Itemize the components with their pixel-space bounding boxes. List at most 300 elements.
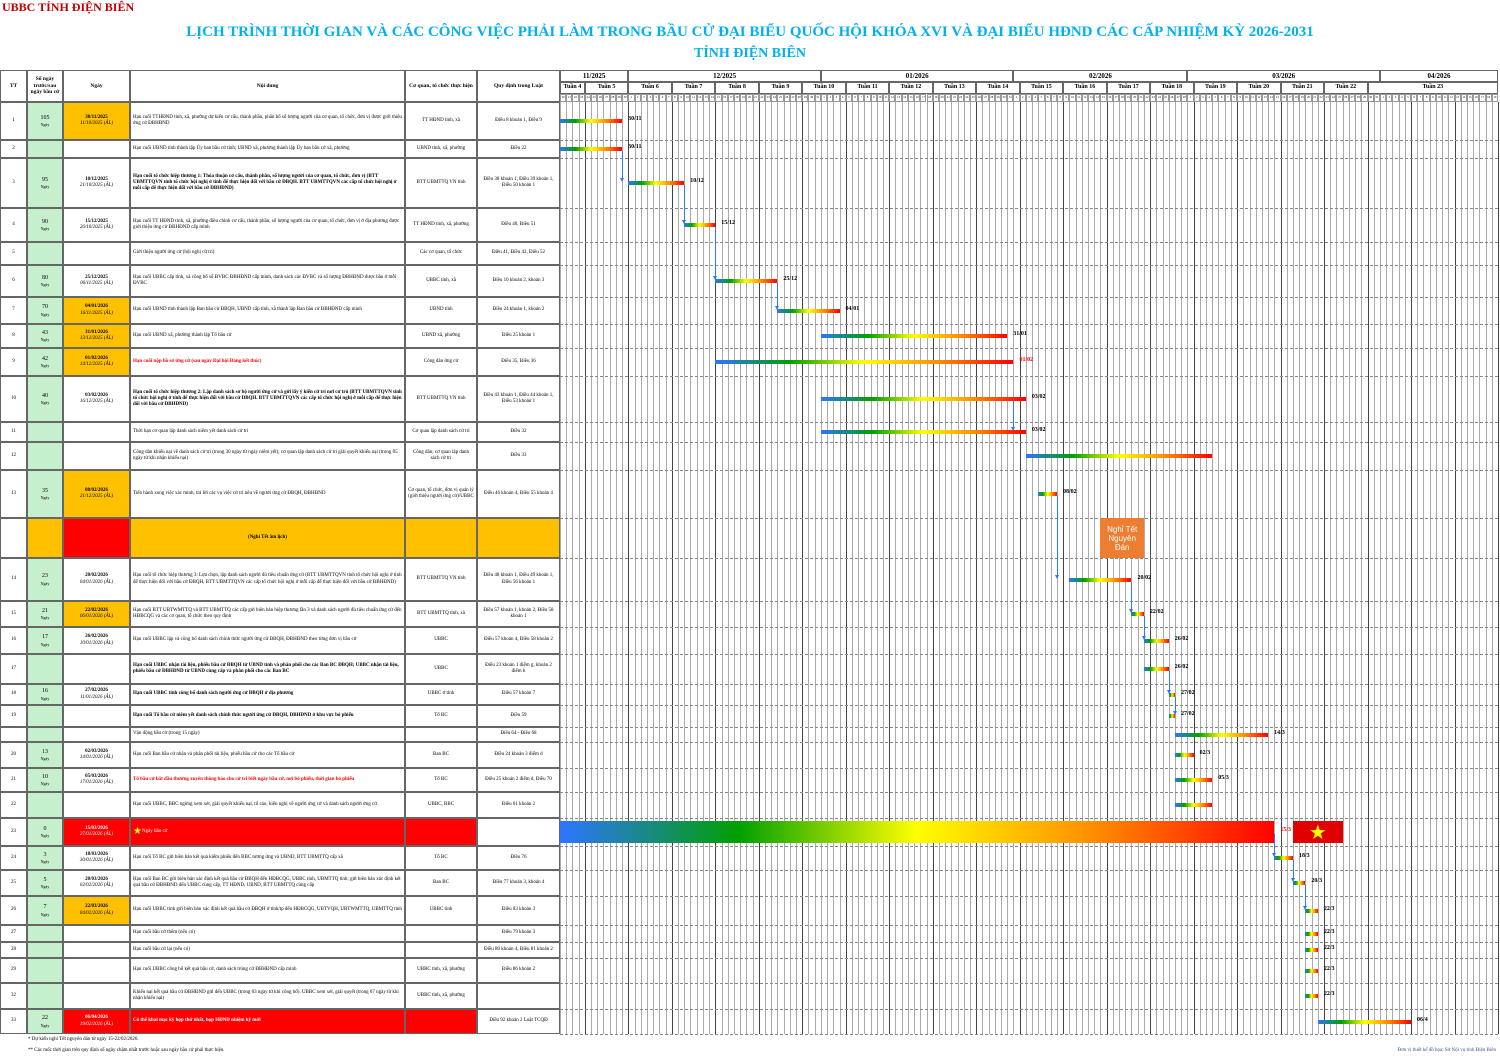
row-agency: UBBC	[405, 654, 477, 684]
day-number: 19	[1299, 94, 1305, 102]
days-unit: Ngày	[40, 884, 50, 890]
day-number: 1	[1013, 94, 1019, 102]
row-days	[27, 376, 63, 422]
day-number: 11	[690, 94, 696, 102]
header-date: Ngày	[63, 70, 130, 102]
day-number: 20	[939, 94, 945, 102]
day-number: 11	[1442, 94, 1448, 102]
footnote-1: * Dự kiến nghỉ Tết nguyên đán từ ngày 15-22/02/2026.	[28, 1037, 139, 1042]
row-law: Điều 92 khoản 2 Luật TCQĐ	[477, 1009, 560, 1034]
bar-date-label: 18/3	[1299, 853, 1310, 859]
day-number: 4	[1032, 94, 1038, 102]
days-unit: Ngày	[40, 122, 50, 128]
content-text: Hạn cuối Ban BC gửi biên bản xác định kết quả bầu cử ĐBQH đến HĐBCQG, UBBC tỉnh, UBMTTQ tỉnh; gửi biên bản xác định kết quả bầu cử ĐBHĐND đến UBBC cùng cấp, TT HĐND, UBND, BTT UBMTTQ cùng cấp	[133, 876, 401, 888]
row-days	[27, 324, 63, 348]
row-divider	[560, 705, 1498, 706]
row-divider	[560, 768, 1498, 769]
arrow-down-icon	[1144, 616, 1145, 637]
week-5: Tuần 9	[759, 82, 802, 94]
days-unit: Ngày	[40, 580, 50, 586]
bar-date-label: 10/12	[690, 178, 704, 184]
row-divider	[560, 518, 1498, 519]
row-agency: UBBC, BBC	[405, 792, 477, 818]
date-lunar: 11/10/2025 (ÂL)	[80, 121, 113, 126]
row-divider	[560, 896, 1498, 897]
row-divider	[560, 684, 1498, 685]
row-tt: 4	[0, 208, 27, 242]
date-solar: 22/03/2026	[85, 904, 108, 910]
row-date	[63, 768, 130, 792]
day-number: 28	[610, 94, 616, 102]
row-date	[63, 558, 130, 601]
content-text: Hạn cuối UBND xã, phường thành lập Tổ bầu cử	[133, 332, 232, 338]
date-lunar: 14/12/2025 (ÂL)	[79, 362, 114, 367]
date-solar: 02/03/2026	[85, 748, 108, 754]
day-number: 10	[1243, 94, 1249, 102]
week-11: Tuần 15	[1020, 82, 1063, 94]
days-value: 70	[42, 304, 48, 311]
content-text: Hạn cuối Ban bầu cử nhận và phân phối tài liệu, phiếu bầu cử cho các Tổ bầu cử	[133, 751, 295, 757]
date-solar: 22/02/2026	[85, 607, 108, 613]
bar-date-label: 01/02	[1019, 357, 1034, 363]
day-number: 21	[1138, 94, 1144, 102]
row-agency	[405, 1009, 477, 1034]
content-text: Hạn cuối UBBC, BBC ngừng xem xét, giải quyết khiếu nại, tố cáo, kiến nghị về người ứng cử và danh sách người ứng cử	[133, 801, 377, 807]
row-agency: Tổ BC	[405, 768, 477, 792]
day-number: 21	[945, 94, 951, 102]
row-tt: 10	[0, 376, 27, 422]
row-content	[130, 983, 405, 1009]
row-days	[27, 983, 63, 1009]
row-law: Điều 86 khoản 2	[477, 958, 560, 983]
days-unit: Ngày	[40, 859, 50, 865]
day-number: 13	[1088, 94, 1094, 102]
bar-date-label: 26/02	[1174, 664, 1189, 670]
row-agency: Các cơ quan, tổ chức	[405, 242, 477, 265]
row-law: Điều 46 khoản 4, Điều 55 khoản 4	[477, 470, 560, 518]
row-divider	[560, 818, 1498, 819]
content-text: Hạn cuối nộp hồ sơ ứng cử (sau ngày Đại hội Đảng kết thúc)	[133, 358, 262, 364]
row-tt: 29	[0, 958, 27, 983]
day-number: 2	[635, 94, 641, 102]
row-date	[63, 958, 130, 983]
row-divider	[560, 1034, 1498, 1035]
row-date	[63, 627, 130, 654]
day-number: 31	[1007, 94, 1013, 102]
row-content	[130, 158, 405, 208]
date-solar: 15/12/2025	[85, 218, 108, 224]
week-16: Tuần 20	[1237, 82, 1280, 94]
row-days	[27, 422, 63, 442]
day-number: 16	[1473, 94, 1479, 102]
days-value: 13	[42, 748, 48, 755]
day-number: 9	[1237, 94, 1243, 102]
date-lunar: 11/01/2026 (ÂL)	[80, 694, 113, 700]
row-days	[27, 684, 63, 705]
row-tt: 25	[0, 870, 27, 896]
day-number: 7	[1417, 94, 1423, 102]
day-number: 8	[864, 94, 870, 102]
days-unit: Ngày	[40, 282, 50, 288]
row-tt: 20	[0, 742, 27, 768]
row-date	[63, 297, 130, 324]
day-number: 30	[1001, 94, 1007, 102]
row-divider	[560, 742, 1498, 743]
row-tt	[0, 727, 27, 742]
row-agency: Ban BC	[405, 742, 477, 768]
row-content	[130, 705, 405, 727]
row-tt: 2	[0, 140, 27, 158]
day-number: 8	[1231, 94, 1237, 102]
bar-date-label: 27/02	[1180, 689, 1195, 696]
day-number: 6	[1218, 94, 1224, 102]
row-agency: UBND tỉnh	[405, 297, 477, 324]
row-law: Điều 23 khoản 1 điểm g, khoản 2 điểm h	[477, 654, 560, 684]
row-tt: 26	[0, 896, 27, 925]
row-days	[27, 896, 63, 925]
day-number: 2	[1194, 94, 1200, 102]
day-number: 27	[1349, 94, 1355, 102]
row-content	[130, 870, 405, 896]
row-date	[63, 470, 130, 518]
row-tt: 1	[0, 102, 27, 140]
day-number: 26	[976, 94, 982, 102]
day-number: 9	[1063, 94, 1069, 102]
day-number: 31	[1374, 94, 1380, 102]
week-12: Tuần 16	[1063, 82, 1106, 94]
days-unit: Ngày	[40, 400, 50, 406]
row-tt: 17	[0, 654, 27, 684]
day-number: 13	[703, 94, 709, 102]
row-content	[130, 140, 405, 158]
day-number: 7	[666, 94, 672, 102]
arrow-down-icon	[622, 151, 623, 179]
content-text: Hạn cuối tổ chức hiệp thương 1: Thỏa thuận cơ cấu, thành phần, số lượng người của cơ quan, tổ chức, đơn vị (BTT UBMTTQVN tỉnh tổ chức hội nghị ở tỉnh để thực hiện đối với bầu cử ĐBQH. BTT UBMTTQVN các cấp tổ chức hội nghị ở mỗi cấp để thực hiện đối với bầu cử ĐBHĐND)	[133, 173, 397, 192]
gantt-bar	[1069, 578, 1131, 582]
days-unit: Ngày	[40, 641, 50, 647]
day-number: 14	[1094, 94, 1100, 102]
arrow-down-icon	[1175, 697, 1176, 713]
row-agency: Công dân ứng cử	[405, 348, 477, 376]
day-number: 23	[579, 94, 585, 102]
row-tt: 32	[0, 983, 27, 1009]
date-solar: 08/02/2026	[85, 487, 108, 493]
row-law: Điều 57 khoản 7	[477, 684, 560, 705]
row-date	[63, 818, 130, 846]
row-tt: 24	[0, 846, 27, 870]
row-days	[27, 768, 63, 792]
month-0: 11/2025	[560, 70, 628, 82]
row-divider	[560, 140, 1498, 141]
row-law: Điều 32	[477, 422, 560, 442]
date-lunar: 21/10/2025 (ÂL)	[79, 183, 114, 188]
day-number: 30	[808, 94, 814, 102]
gantt-bar	[1175, 753, 1194, 757]
row-agency: Công dân; cơ quan lập danh sách cử tri	[405, 442, 477, 470]
day-number: 21	[1312, 94, 1318, 102]
content-text: Vận động bầu cử (trong 15 ngày)	[133, 731, 200, 737]
gantt-bar	[715, 279, 777, 283]
row-content	[130, 727, 405, 742]
day-number: 29	[1361, 94, 1367, 102]
gantt-bar	[1144, 639, 1169, 643]
row-law: Điều 59	[477, 705, 560, 727]
content-text: Có thể khai mạc kỳ họp thứ nhất, họp HĐND nhiệm kỳ mới	[133, 1018, 261, 1024]
bar-date-label: 22/3	[1323, 991, 1335, 997]
row-divider	[560, 654, 1498, 655]
row-agency: UBBC	[405, 627, 477, 654]
day-number: 20	[1131, 94, 1137, 102]
date-solar: 20/02/2026	[85, 573, 108, 579]
header-days: Số ngày trước/sau ngày bầu cử	[27, 70, 63, 102]
gantt-bar	[1274, 856, 1293, 860]
days-unit: Ngày	[40, 756, 50, 762]
row-content	[130, 818, 405, 846]
day-number: 26	[1343, 94, 1349, 102]
row-days	[27, 958, 63, 983]
day-number: 19	[1125, 94, 1131, 102]
day-number: 13	[1262, 94, 1268, 102]
row-tt: 22	[0, 792, 27, 818]
content-text: Hạn cuối UBND tỉnh thành lập Ủy ban bầu cử tỉnh; UBND xã, phường thành lập Ủy ban bầu cử xã, phường	[133, 145, 350, 151]
row-law: Điều 80 khoản 4, Điều 81 khoản 2	[477, 942, 560, 958]
day-number: 24	[1330, 94, 1336, 102]
content-text: Hạn cuối TT HĐND tỉnh, xã, phường điều chỉnh cơ cấu, thành phần, số lượng người của cơ quan, tổ chức, đơn vị ở địa phương được giới thiệu ứng cử ĐBHĐND cấp mình	[133, 218, 400, 230]
row-tt: 11	[0, 422, 27, 442]
date-solar: 03/02/2026	[85, 392, 108, 398]
day-number: 17	[728, 94, 734, 102]
date-solar: 01/02/2026	[85, 355, 108, 361]
gantt-bar	[715, 360, 1013, 364]
row-date	[63, 601, 130, 627]
row-divider	[560, 983, 1498, 984]
bar-date-label: 22/3	[1323, 928, 1335, 935]
row-date	[63, 140, 130, 158]
row-divider	[560, 792, 1498, 793]
row-content	[130, 601, 405, 627]
days-value: 10	[42, 773, 48, 780]
content-text: Hạn cuối UBBC nhận tài liệu, phiếu bầu cử ĐBQH từ UBND tỉnh và phân phối cho các Ban BC ĐBQH; UBBC nhận tài liệu, phiếu bầu cử ĐBHĐND từ UBND cùng cấp và phân phối cho các Ban BC	[133, 662, 399, 674]
day-number: 11	[1250, 94, 1256, 102]
bar-date-label: 06/4	[1417, 1016, 1428, 1023]
header-agency: Cơ quan, tổ chức thực hiện	[405, 70, 477, 102]
day-number: 3	[833, 94, 839, 102]
row-days	[27, 1009, 63, 1034]
days-value: 0	[43, 825, 47, 832]
content-text: Hạn cuối bầu cử lại (nếu có)	[133, 946, 190, 952]
row-content	[130, 376, 405, 422]
day-number: 2	[827, 94, 833, 102]
date-lunar: 14/01/2026 (ÂL)	[79, 755, 114, 760]
row-days	[27, 140, 63, 158]
row-content	[130, 654, 405, 684]
date-solar: 27/02/2026	[85, 688, 108, 694]
row-agency: UBBC tỉnh, xã	[405, 265, 477, 297]
row-agency: Cơ quan, tổ chức, đơn vị quản lý (giới thiệu người ứng cử)/UBBC	[405, 470, 477, 518]
bar-date-label: 22/3	[1323, 905, 1335, 912]
day-number: 11	[1076, 94, 1082, 102]
day-number: 1	[821, 94, 827, 102]
day-number: 5	[1038, 94, 1044, 102]
week-6: Tuần 10	[802, 82, 845, 94]
date-solar: 30/11/2025	[85, 114, 108, 120]
row-agency: UBBC tỉnh	[405, 896, 477, 925]
day-number: 15	[908, 94, 914, 102]
row-date	[63, 422, 130, 442]
day-number: 28	[989, 94, 995, 102]
row-tt: 7	[0, 297, 27, 324]
day-number: 7	[1051, 94, 1057, 102]
row-content	[130, 1009, 405, 1034]
row-law: Điều 61 khoản 2	[477, 792, 560, 818]
gantt-bar	[1305, 969, 1317, 973]
row-law	[477, 983, 560, 1009]
bar-date-label: 03/02	[1031, 427, 1046, 433]
bar-date-label: 25/12	[783, 276, 798, 282]
day-number: 21	[753, 94, 759, 102]
day-number: 19	[1492, 94, 1498, 102]
row-agency: UBND xã, phường	[405, 324, 477, 348]
day-number: 19	[740, 94, 746, 102]
row-agency	[405, 818, 477, 846]
day-number: 6	[1411, 94, 1417, 102]
day-number: 29	[802, 94, 808, 102]
row-divider	[560, 627, 1498, 628]
row-days	[27, 870, 63, 896]
day-number: 17	[1479, 94, 1485, 102]
week-7: Tuần 11	[846, 82, 889, 94]
day-number: 15	[1100, 94, 1106, 102]
row-date	[63, 158, 130, 208]
row-agency: BTT UBMTTQ VN tỉnh	[405, 558, 477, 601]
row-law: Điều 38 khoản 1, Điều 39 khoản 1, Điều 50 khoản 1	[477, 158, 560, 208]
date-solar: 31/01/2026	[85, 329, 108, 335]
row-divider	[560, 925, 1498, 926]
day-number: 20	[560, 94, 566, 102]
row-divider	[560, 846, 1498, 847]
week-4: Tuần 8	[715, 82, 758, 94]
days-unit: Ngày	[40, 226, 50, 232]
day-number: 26	[597, 94, 603, 102]
content-text: Giới thiệu người ứng cử (hội nghị cử tri)	[133, 250, 215, 256]
days-unit: Ngày	[40, 1022, 50, 1028]
row-content	[130, 768, 405, 792]
row-days	[27, 654, 63, 684]
row-divider	[560, 297, 1498, 298]
day-number: 2	[1386, 94, 1392, 102]
day-number: 10	[684, 94, 690, 102]
day-number: 18	[1293, 94, 1299, 102]
row-tt: 18	[0, 684, 27, 705]
gantt-bar	[821, 397, 1026, 401]
row-divider	[560, 442, 1498, 443]
row-date	[63, 942, 130, 958]
days-value: 17	[42, 634, 48, 641]
gantt-bar	[628, 181, 684, 185]
row-tt: 23	[0, 818, 27, 846]
row-content	[130, 925, 405, 942]
row-date	[63, 742, 130, 768]
row-agency: UBBC tỉnh, xã, phường	[405, 958, 477, 983]
gantt-bar	[1305, 994, 1317, 998]
day-number: 12	[1448, 94, 1454, 102]
week-13: Tuần 17	[1107, 82, 1150, 94]
date-lunar: 16/12/2025 (ÂL)	[79, 399, 114, 404]
date-solar: 26/02/2026	[85, 634, 108, 640]
day-number: 16	[722, 94, 728, 102]
day-number: 4	[647, 94, 653, 102]
row-tt: 12	[0, 442, 27, 470]
day-number: 17	[920, 94, 926, 102]
row-law: Điều 57 khoản 1, khoản 2, Điều 58 khoản 1	[477, 601, 560, 627]
date-lunar: 16/11/2025 (ÂL)	[80, 310, 113, 316]
day-number: 27	[790, 94, 796, 102]
day-number: 19	[933, 94, 939, 102]
row-days	[27, 601, 63, 627]
row-divider	[560, 376, 1498, 377]
row-days	[27, 242, 63, 265]
day-number: 27	[982, 94, 988, 102]
row-agency: Tổ BC	[405, 846, 477, 870]
gantt-bar	[1038, 492, 1057, 496]
days-unit: Ngày	[40, 184, 50, 190]
day-number: 17	[1113, 94, 1119, 102]
days-value: 3	[43, 851, 47, 858]
day-number: 14	[1461, 94, 1467, 102]
row-content	[130, 265, 405, 297]
row-date	[63, 518, 130, 558]
date-solar: 06/04/2026	[85, 1015, 108, 1021]
arrow-down-icon	[1305, 885, 1306, 907]
day-number: 12	[1082, 94, 1088, 102]
row-content	[130, 208, 405, 242]
day-number: 4	[1399, 94, 1405, 102]
day-number: 1	[1380, 94, 1386, 102]
day-number: 6	[1045, 94, 1051, 102]
date-lunar: 02/02/2026 (ÂL)	[79, 883, 114, 888]
gantt-bar	[1144, 667, 1169, 671]
gantt-bar	[1305, 948, 1317, 952]
day-number: 17	[1287, 94, 1293, 102]
day-number: 29	[616, 94, 622, 102]
day-number: 25	[1336, 94, 1342, 102]
date-lunar: 19/02/2026 (ÂL)	[79, 1021, 114, 1027]
bar-date-label: 08/02	[1062, 489, 1077, 495]
row-tt: 13	[0, 470, 27, 518]
bar-date-label: 03/02	[1031, 394, 1046, 400]
day-number: 25	[591, 94, 597, 102]
days-unit: Ngày	[40, 615, 50, 621]
content-text: Hạn cuối Tổ BC gửi biên bản kết quả kiểm phiếu đến BBC tương ứng và UBND, BTT UBMTTQ cấp xã	[133, 854, 343, 860]
gantt-bar	[560, 119, 622, 123]
days-value: 7	[43, 904, 47, 911]
day-number: 25	[777, 94, 783, 102]
bar-date-label: 22/3	[1323, 965, 1335, 972]
row-agency: TT HĐND tỉnh, xã, phường	[405, 208, 477, 242]
row-tt: 14	[0, 558, 27, 601]
row-days	[27, 705, 63, 727]
date-lunar: 06/11/2025 (ÂL)	[80, 281, 113, 286]
day-number: 13	[895, 94, 901, 102]
day-number: 31	[815, 94, 821, 102]
bar-date-label: 15/3	[1280, 827, 1292, 833]
row-content	[130, 102, 405, 140]
day-number: 26	[784, 94, 790, 102]
day-number: 21	[566, 94, 572, 102]
days-unit: Ngày	[40, 337, 50, 343]
bar-date-label: 14/3	[1274, 729, 1285, 736]
date-solar: 10/12/2025	[85, 176, 108, 182]
